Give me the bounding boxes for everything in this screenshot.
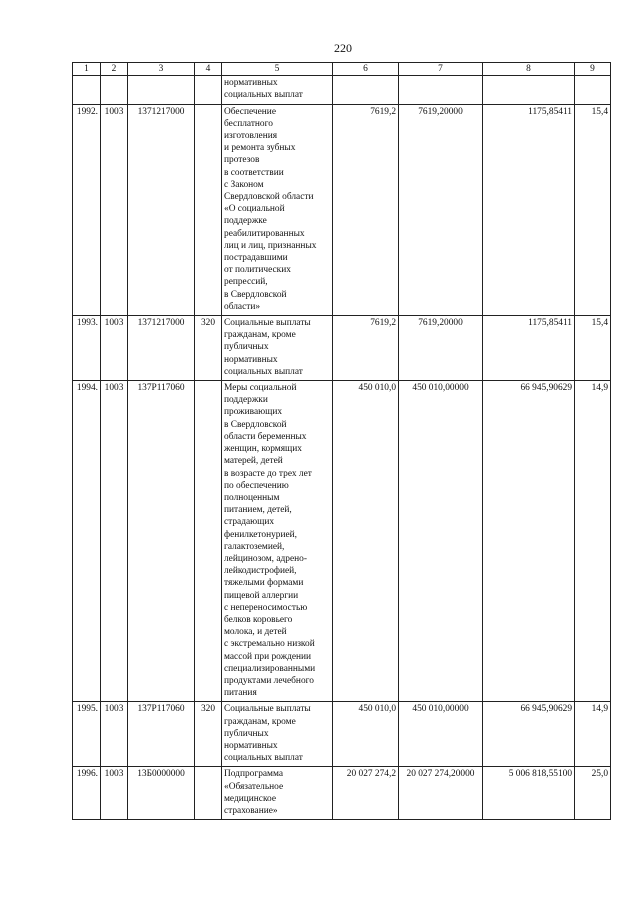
item-name-line: Меры социальной — [224, 383, 297, 394]
header-cell: 5 — [222, 63, 333, 76]
item-name-line: от политических — [224, 265, 291, 276]
item-name-line: с Законом — [224, 179, 264, 190]
item-name-line: репрессий, — [224, 277, 268, 288]
item-name-line: полноценным — [224, 492, 280, 503]
table-header-row — [73, 63, 611, 76]
item-name-line: галактоземией, — [224, 541, 285, 552]
expense-type-cell — [195, 76, 222, 104]
item-name-line: области беременных — [224, 431, 307, 442]
item-name-line: Свердловской области — [224, 192, 314, 203]
section-code-cell: 1003 — [101, 767, 128, 820]
item-name-line: протезов — [224, 155, 260, 166]
item-name-line: медицинское — [224, 793, 277, 804]
item-name-line: поддержке — [224, 216, 267, 227]
executed-amount-cell: 5 006 818,55100 — [483, 767, 575, 820]
table-row — [73, 767, 611, 820]
item-name-line: фенилкетонурией, — [224, 529, 298, 540]
target-article-cell: 1371217000 — [128, 316, 195, 381]
target-article-cell: 137P117060 — [128, 702, 195, 767]
item-name-line: матерей, детей — [224, 456, 283, 467]
item-name-cell — [222, 381, 333, 702]
percent-cell: 15,4 — [575, 316, 611, 381]
header-cell: 4 — [195, 63, 222, 76]
item-name-line: продуктами лечебного — [224, 675, 314, 686]
row-number-cell: 1995. — [73, 702, 101, 767]
item-name-line: нормативных — [224, 740, 278, 751]
item-name-line: Обеспечение — [224, 106, 276, 117]
item-name-line: с непереносимостью — [224, 602, 308, 613]
item-name-line: Социальные выплаты — [224, 704, 311, 715]
header-cell: 3 — [128, 63, 195, 76]
approved-amount-cell: 20 027 274,2 — [333, 767, 399, 820]
planned-amount-cell: 7619,20000 — [399, 316, 483, 381]
item-name-line: проживающих — [224, 407, 283, 418]
item-name-line: молока, и детей — [224, 627, 287, 638]
table-row — [73, 316, 611, 381]
item-name-line: страдающих — [224, 517, 275, 528]
table-row — [73, 702, 611, 767]
item-name-line: изготовления — [224, 131, 278, 142]
item-name-line: и ремонта зубных — [224, 143, 296, 154]
item-name-line: публичных — [224, 342, 269, 353]
percent-cell: 25,0 — [575, 767, 611, 820]
planned-amount-cell: 7619,20000 — [399, 104, 483, 315]
row-number-cell: 1994. — [73, 381, 101, 702]
section-code-cell: 1003 — [101, 381, 128, 702]
section-code-cell: 1003 — [101, 702, 128, 767]
item-name-line: в соответствии — [224, 167, 284, 178]
header-cell: 9 — [575, 63, 611, 76]
planned-amount-cell: 450 010,00000 — [399, 702, 483, 767]
table-row — [73, 76, 611, 104]
item-name-line: гражданам, кроме — [224, 716, 296, 727]
header-cell: 8 — [483, 63, 575, 76]
item-name-line: пострадавшими — [224, 253, 288, 264]
approved-amount-cell: 450 010,0 — [333, 381, 399, 702]
item-name-line: бесплатного — [224, 118, 273, 129]
approved-amount-cell: 7619,2 — [333, 316, 399, 381]
percent-cell: 14,9 — [575, 381, 611, 702]
item-name-cell — [222, 76, 333, 104]
item-name-line: белков коровьего — [224, 614, 293, 625]
item-name-line: Социальные выплаты — [224, 318, 311, 329]
item-name-line: в возрасте до трех лет — [224, 468, 312, 479]
item-name-line: публичных — [224, 728, 269, 739]
item-name-line: поддержки — [224, 395, 268, 406]
executed-amount-cell: 1175,85411 — [483, 104, 575, 315]
percent-cell: 14,9 — [575, 702, 611, 767]
header-cell: 1 — [73, 63, 101, 76]
planned-amount-cell: 20 027 274,20000 — [399, 767, 483, 820]
row-number-cell: 1992. — [73, 104, 101, 315]
item-name-line: Подпрограмма — [224, 769, 284, 780]
item-name-line: питания — [224, 688, 257, 699]
item-name-cell — [222, 767, 333, 820]
percent-cell: 15,4 — [575, 104, 611, 315]
item-name-line: области» — [224, 301, 261, 312]
item-name-cell — [222, 316, 333, 381]
expense-type-cell: 320 — [195, 702, 222, 767]
section-code-cell: 1003 — [101, 316, 128, 381]
item-name-line: нормативных — [224, 354, 278, 365]
section-code-cell — [101, 76, 128, 104]
item-name-line: лейкодистрофией, — [224, 566, 297, 577]
item-name-line: лиц и лиц, признанных — [224, 240, 317, 251]
header-cell: 6 — [333, 63, 399, 76]
budget-table — [72, 62, 611, 820]
item-name-line: лейцинозом, адрено- — [224, 553, 307, 564]
expense-type-cell — [195, 381, 222, 702]
page-number: 220 — [334, 41, 352, 55]
executed-amount-cell: 66 945,90629 — [483, 381, 575, 702]
item-name-line: по обеспечению — [224, 480, 289, 491]
item-name-line: массой при рождении — [224, 651, 312, 662]
expense-type-cell — [195, 104, 222, 315]
target-article-cell — [128, 76, 195, 104]
expense-type-cell: 320 — [195, 316, 222, 381]
percent-cell — [575, 76, 611, 104]
item-name-line: специализированными — [224, 663, 316, 674]
executed-amount-cell: 66 945,90629 — [483, 702, 575, 767]
item-name-line: страхование» — [224, 805, 278, 816]
item-name-line: с экстремально низкой — [224, 639, 315, 650]
item-name-line: реабилитированных — [224, 228, 305, 239]
target-article-cell: 13Б0000000 — [128, 767, 195, 820]
item-name-line: социальных выплат — [224, 366, 303, 377]
approved-amount-cell: 7619,2 — [333, 104, 399, 315]
item-name-line: питанием, детей, — [224, 505, 292, 516]
table-row — [73, 104, 611, 315]
item-name-line: «Обязательное — [224, 781, 284, 792]
item-name-line: женщин, кормящих — [224, 444, 302, 455]
header-cell: 7 — [399, 63, 483, 76]
approved-amount-cell — [333, 76, 399, 104]
item-name-line: нормативных — [224, 78, 278, 89]
table-row — [73, 381, 611, 702]
approved-amount-cell: 450 010,0 — [333, 702, 399, 767]
item-name-line: социальных выплат — [224, 753, 303, 764]
planned-amount-cell: 450 010,00000 — [399, 381, 483, 702]
target-article-cell: 1371217000 — [128, 104, 195, 315]
expense-type-cell — [195, 767, 222, 820]
section-code-cell: 1003 — [101, 104, 128, 315]
item-name-line: в Свердловской — [224, 419, 287, 430]
item-name-line: социальных выплат — [224, 90, 303, 101]
item-name-cell — [222, 702, 333, 767]
target-article-cell: 137P117060 — [128, 381, 195, 702]
item-name-cell — [222, 104, 333, 315]
row-number-cell: 1993. — [73, 316, 101, 381]
planned-amount-cell — [399, 76, 483, 104]
item-name-line: тяжелыми формами — [224, 578, 304, 589]
item-name-line: в Свердловской — [224, 289, 287, 300]
item-name-line: пищевой аллергии — [224, 590, 299, 601]
executed-amount-cell — [483, 76, 575, 104]
row-number-cell: 1996. — [73, 767, 101, 820]
item-name-line: «О социальной — [224, 204, 285, 215]
executed-amount-cell: 1175,85411 — [483, 316, 575, 381]
item-name-line: гражданам, кроме — [224, 330, 296, 341]
header-cell: 2 — [101, 63, 128, 76]
row-number-cell — [73, 76, 101, 104]
